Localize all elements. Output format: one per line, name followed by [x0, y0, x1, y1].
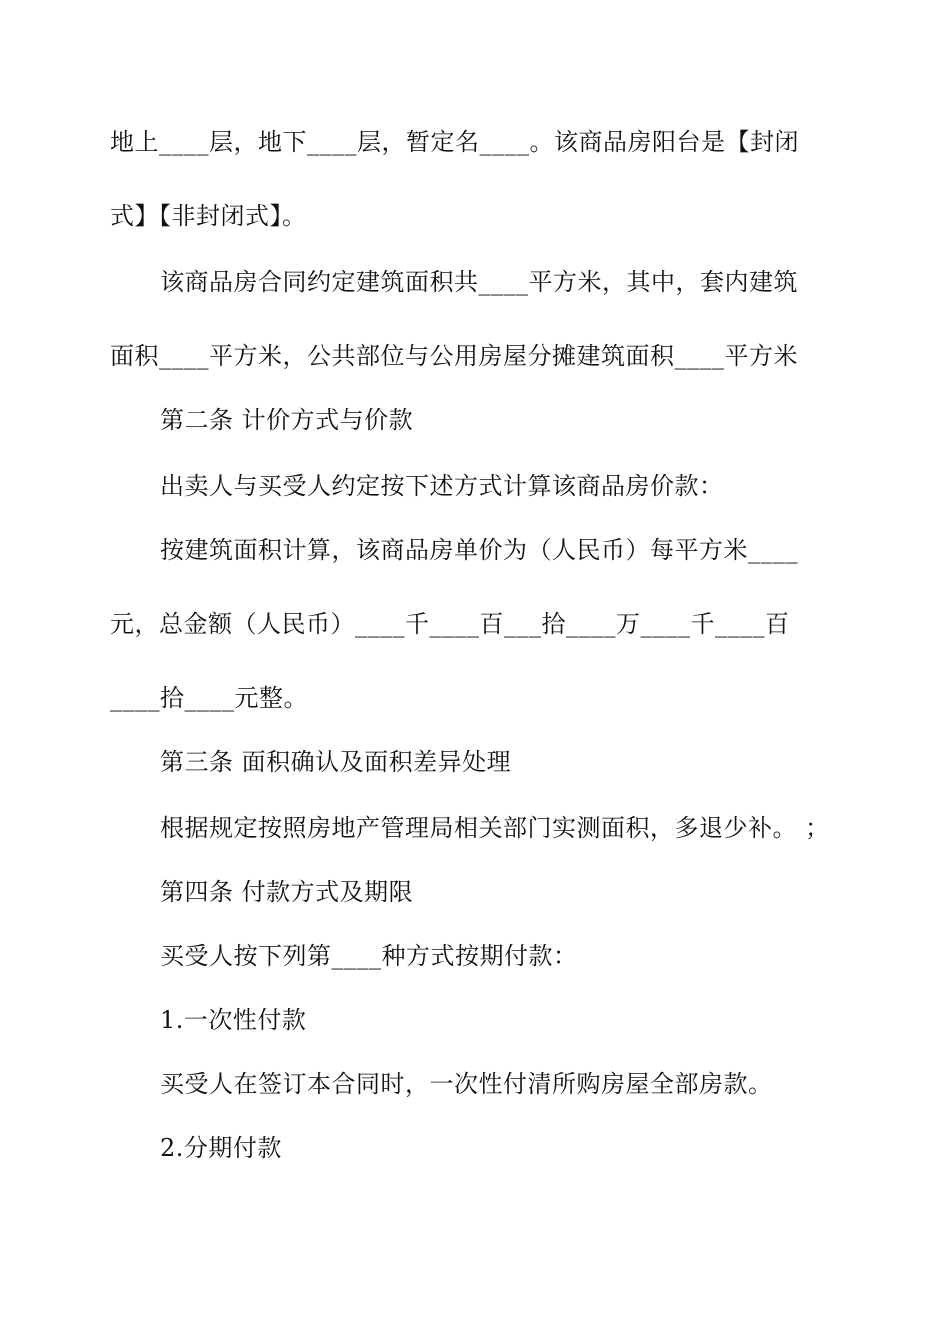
paragraph-line-pricing-method: 出卖人与买受人约定按下述方式计算该商品房价款：	[160, 472, 724, 500]
payment-option-two-heading: 2.分期付款	[160, 1134, 282, 1162]
paragraph-line-floors-balcony: 地上____层，地下____层，暂定名____。该商品房阳台是【封闭	[110, 128, 799, 156]
paragraph-line-unit-price: 按建筑面积计算，该商品房单价为（人民币）每平方米____	[160, 536, 798, 564]
paragraph-line-total-amount-end: ____拾____元整。	[110, 684, 308, 712]
paragraph-line-building-area: 该商品房合同约定建筑面积共____平方米，其中，套内建筑	[160, 268, 798, 296]
article-four-heading: 第四条 付款方式及期限	[160, 878, 414, 906]
paragraph-line-balcony-type: 式】【非封闭式】。	[110, 202, 307, 230]
paragraph-line-lump-sum: 买受人在签订本合同时，一次性付清所购房屋全部房款。	[160, 1070, 773, 1098]
article-three-heading: 第三条 面积确认及面积差异处理	[160, 748, 512, 776]
paragraph-line-shared-area: 面积____平方米，公共部位与公用房屋分摊建筑面积____平方米	[110, 342, 798, 370]
paragraph-line-total-amount: 元，总金额（人民币）____千____百___拾____万____千____百	[110, 610, 790, 638]
payment-option-one-heading: 1.一次性付款	[160, 1006, 307, 1034]
paragraph-line-area-settlement: 根据规定按照房地产管理局相关部门实测面积，多退少补。 ；	[160, 814, 830, 842]
article-two-heading: 第二条 计价方式与价款	[160, 406, 414, 434]
paragraph-line-payment-choice: 买受人按下列第____种方式按期付款：	[160, 942, 578, 970]
